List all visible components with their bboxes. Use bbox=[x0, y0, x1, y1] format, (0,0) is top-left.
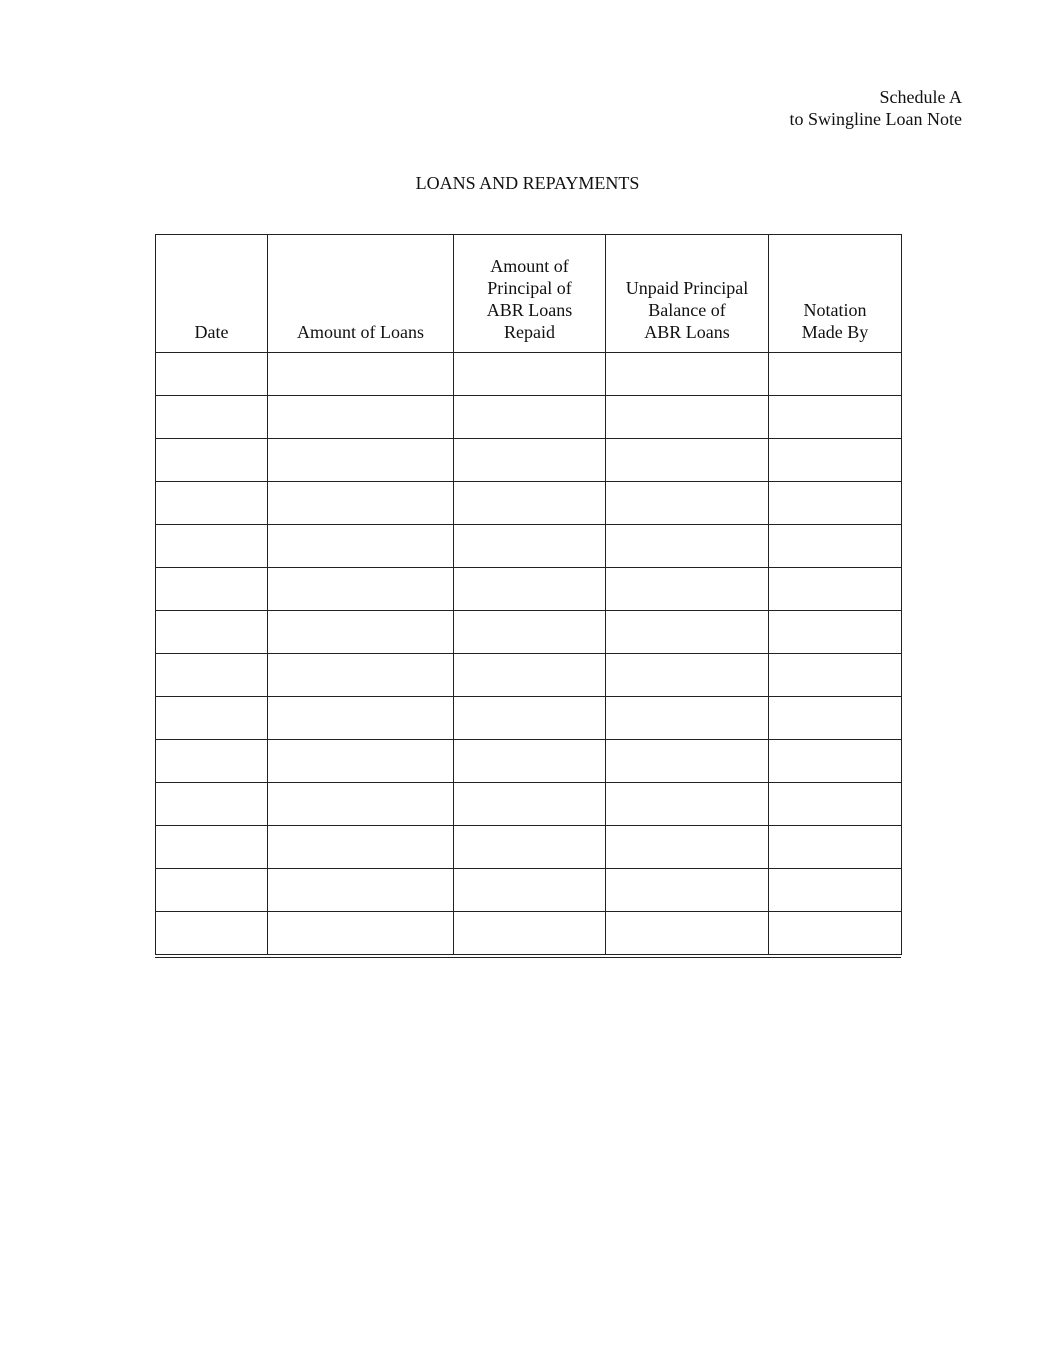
table-cell bbox=[606, 740, 769, 783]
table-cell bbox=[769, 568, 902, 611]
table-cell bbox=[268, 697, 454, 740]
table-body bbox=[156, 353, 902, 955]
table-row bbox=[156, 396, 902, 439]
table-cell bbox=[769, 654, 902, 697]
table-cell bbox=[769, 697, 902, 740]
page-title: LOANS AND REPAYMENTS bbox=[415, 173, 640, 193]
ledger-table-container bbox=[155, 234, 901, 958]
table-cell bbox=[454, 568, 606, 611]
table-cell bbox=[268, 740, 454, 783]
table-cell bbox=[606, 783, 769, 826]
table-cell bbox=[769, 482, 902, 525]
table-cell bbox=[769, 611, 902, 654]
table-row bbox=[156, 482, 902, 525]
table-cell bbox=[268, 654, 454, 697]
table-cell bbox=[606, 826, 769, 869]
column-header-unpaid-balance: Unpaid Principal Balance of ABR Loans bbox=[606, 235, 769, 353]
table-row bbox=[156, 826, 902, 869]
table-row bbox=[156, 783, 902, 826]
table-cell bbox=[156, 869, 268, 912]
table-cell bbox=[606, 654, 769, 697]
table-row bbox=[156, 568, 902, 611]
table-row bbox=[156, 439, 902, 482]
table-cell bbox=[606, 353, 769, 396]
table-cell bbox=[769, 869, 902, 912]
table-cell bbox=[454, 611, 606, 654]
table-row bbox=[156, 353, 902, 396]
table-cell bbox=[156, 525, 268, 568]
table-cell bbox=[268, 439, 454, 482]
table-cell bbox=[156, 740, 268, 783]
table-cell bbox=[606, 439, 769, 482]
schedule-label: Schedule A bbox=[879, 87, 962, 107]
table-cell bbox=[454, 525, 606, 568]
table-cell bbox=[156, 568, 268, 611]
table-cell bbox=[606, 525, 769, 568]
table-header-row bbox=[156, 235, 902, 353]
table-cell bbox=[454, 654, 606, 697]
table-cell bbox=[156, 697, 268, 740]
table-row bbox=[156, 740, 902, 783]
table-cell bbox=[454, 353, 606, 396]
table-cell bbox=[268, 611, 454, 654]
table-cell bbox=[268, 568, 454, 611]
column-header-notation-made-by: Notation Made By bbox=[769, 235, 902, 353]
table-cell bbox=[268, 912, 454, 955]
table-cell bbox=[454, 783, 606, 826]
table-cell bbox=[454, 482, 606, 525]
table-cell bbox=[156, 482, 268, 525]
column-header-date: Date bbox=[156, 235, 268, 353]
table-cell bbox=[156, 611, 268, 654]
loans-repayments-table bbox=[155, 234, 902, 955]
table-cell bbox=[156, 826, 268, 869]
table-cell bbox=[156, 912, 268, 955]
schedule-reference bbox=[790, 86, 962, 130]
table-cell bbox=[606, 396, 769, 439]
table-cell bbox=[454, 396, 606, 439]
table-cell bbox=[769, 353, 902, 396]
table-cell bbox=[606, 869, 769, 912]
table-row bbox=[156, 869, 902, 912]
table-cell bbox=[769, 912, 902, 955]
table-cell bbox=[156, 654, 268, 697]
table-cell bbox=[156, 396, 268, 439]
table-cell bbox=[268, 482, 454, 525]
table-cell bbox=[769, 525, 902, 568]
table-cell bbox=[156, 783, 268, 826]
table-cell bbox=[769, 783, 902, 826]
table-cell bbox=[606, 611, 769, 654]
table-cell bbox=[606, 697, 769, 740]
table-cell bbox=[268, 353, 454, 396]
table-cell bbox=[268, 783, 454, 826]
table-cell bbox=[454, 439, 606, 482]
table-cell bbox=[156, 353, 268, 396]
table-cell bbox=[769, 740, 902, 783]
table-row bbox=[156, 697, 902, 740]
table-cell bbox=[268, 826, 454, 869]
table-cell bbox=[454, 740, 606, 783]
column-header-amount-of-loans: Amount of Loans bbox=[268, 235, 454, 353]
table-cell bbox=[268, 396, 454, 439]
table-row bbox=[156, 525, 902, 568]
table-cell bbox=[268, 525, 454, 568]
table-cell bbox=[454, 697, 606, 740]
table-cell bbox=[156, 439, 268, 482]
table-cell bbox=[769, 396, 902, 439]
table-cell bbox=[606, 482, 769, 525]
table-cell bbox=[769, 826, 902, 869]
table-cell bbox=[454, 869, 606, 912]
table-cell bbox=[454, 912, 606, 955]
table-cell bbox=[454, 826, 606, 869]
note-reference: to Swingline Loan Note bbox=[789, 109, 962, 129]
table-cell bbox=[606, 568, 769, 611]
table-row bbox=[156, 912, 902, 955]
table-row bbox=[156, 654, 902, 697]
table-row bbox=[156, 611, 902, 654]
table-cell bbox=[606, 912, 769, 955]
table-cell bbox=[769, 439, 902, 482]
column-header-principal-repaid: Amount of Principal of ABR Loans Repaid bbox=[454, 235, 606, 353]
table-cell bbox=[268, 869, 454, 912]
